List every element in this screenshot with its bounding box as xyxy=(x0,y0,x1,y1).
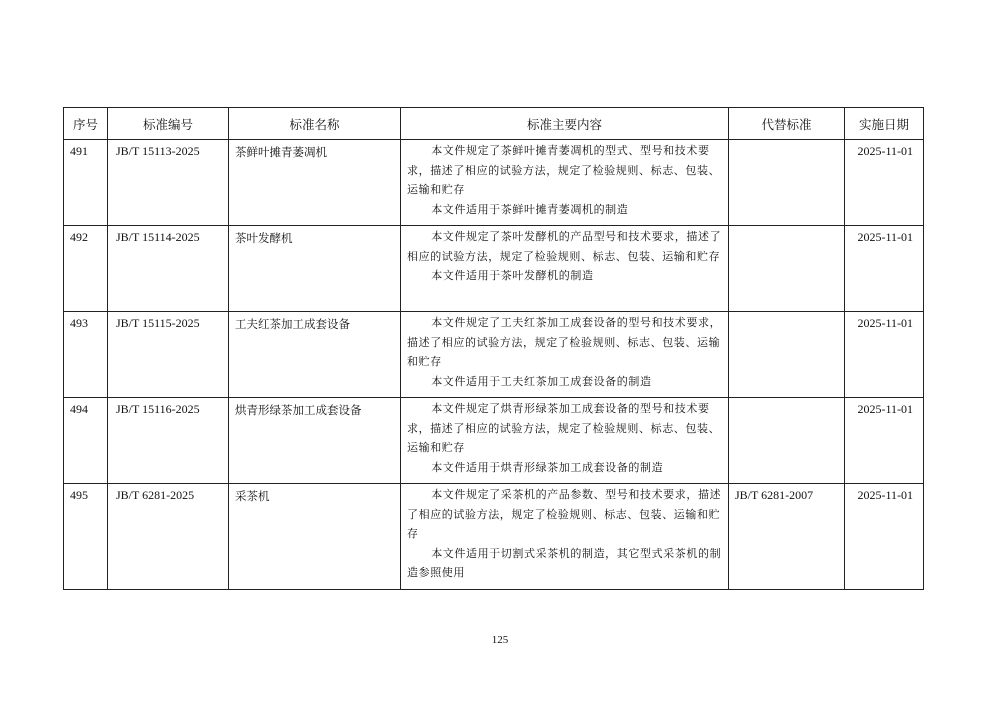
serial-no: 495 xyxy=(64,484,108,590)
content-scope-paragraph: 本文件规定了茶鲜叶摊青萎凋机的型式、型号和技术要求，描述了相应的试验方法，规定了检验规则、标志、包装、运输和贮存 xyxy=(407,144,721,196)
content-applicability-paragraph: 本文件适用于茶鲜叶摊青萎凋机的制造 xyxy=(431,202,629,216)
replaces-standard xyxy=(729,398,845,484)
standard-name: 茶叶发酵机 xyxy=(229,226,401,312)
standard-code: JB/T 15116-2025 xyxy=(108,398,229,484)
effective-date: 2025-11-01 xyxy=(845,398,924,484)
main-content xyxy=(401,312,729,398)
table-row xyxy=(64,140,924,226)
effective-date: 2025-11-01 xyxy=(845,140,924,226)
content-scope-paragraph: 本文件规定了工夫红茶加工成套设备的型号和技术要求，描述了相应的试验方法，规定了检验规则、标志、包装、运输和贮存 xyxy=(407,316,722,368)
standard-code: JB/T 6281-2025 xyxy=(108,484,229,590)
header-standard-name: 标准名称 xyxy=(229,108,401,140)
content-applicability-paragraph: 本文件适用于工夫红茶加工成套设备的制造 xyxy=(431,374,652,388)
header-serial-no: 序号 xyxy=(64,108,108,140)
standards-table xyxy=(63,107,924,590)
effective-date: 2025-11-01 xyxy=(845,312,924,398)
serial-no: 491 xyxy=(64,140,108,226)
header-main-content: 标准主要内容 xyxy=(401,108,729,140)
serial-no: 493 xyxy=(64,312,108,398)
header-standard-code: 标准编号 xyxy=(108,108,229,140)
replaces-standard xyxy=(729,140,845,226)
main-content xyxy=(401,140,729,226)
content-scope-paragraph: 本文件规定了烘青形绿茶加工成套设备的型号和技术要求，描述了相应的试验方法，规定了检验规则、标志、包装、运输和贮存 xyxy=(407,402,721,454)
serial-no: 494 xyxy=(64,398,108,484)
content-applicability-paragraph: 本文件适用于茶叶发酵机的制造 xyxy=(431,269,594,282)
standard-name: 烘青形绿茶加工成套设备 xyxy=(229,398,401,484)
replaces-standard: JB/T 6281-2007 xyxy=(729,484,845,590)
serial-no: 492 xyxy=(64,226,108,312)
table-header-row xyxy=(64,108,924,140)
main-content xyxy=(401,226,729,312)
content-applicability-paragraph: 本文件适用于切割式采茶机的制造，其它型式采茶机的制造参照使用 xyxy=(407,546,722,579)
standard-name: 工夫红茶加工成套设备 xyxy=(229,312,401,398)
effective-date: 2025-11-01 xyxy=(845,484,924,590)
standard-name: 茶鲜叶摊青萎凋机 xyxy=(229,140,401,226)
content-applicability-paragraph: 本文件适用于烘青形绿茶加工成套设备的制造 xyxy=(431,460,664,474)
table-row xyxy=(64,398,924,484)
standard-code: JB/T 15114-2025 xyxy=(108,226,229,312)
table-row xyxy=(64,484,924,590)
page-number: 125 xyxy=(491,634,509,646)
header-effective-date: 实施日期 xyxy=(845,108,924,140)
standard-code: JB/T 15115-2025 xyxy=(108,312,229,398)
main-content xyxy=(401,398,729,484)
effective-date: 2025-11-01 xyxy=(845,226,924,312)
main-content xyxy=(401,484,729,590)
content-scope-paragraph: 本文件规定了采茶机的产品参数、型号和技术要求，描述了相应的试验方法，规定了检验规则、标志、包装、运输和贮存 xyxy=(407,488,722,540)
replaces-standard xyxy=(729,226,845,312)
table-row xyxy=(64,312,924,398)
table-row xyxy=(64,226,924,312)
standard-code: JB/T 15113-2025 xyxy=(108,140,229,226)
standard-name: 采茶机 xyxy=(229,484,401,590)
content-scope-paragraph: 本文件规定了茶叶发酵机的产品型号和技术要求，描述了相应的试验方法，规定了检验规则、标志、包装、运输和贮存 xyxy=(407,230,722,263)
replaces-standard xyxy=(729,312,845,398)
header-replaces: 代替标准 xyxy=(729,108,845,140)
